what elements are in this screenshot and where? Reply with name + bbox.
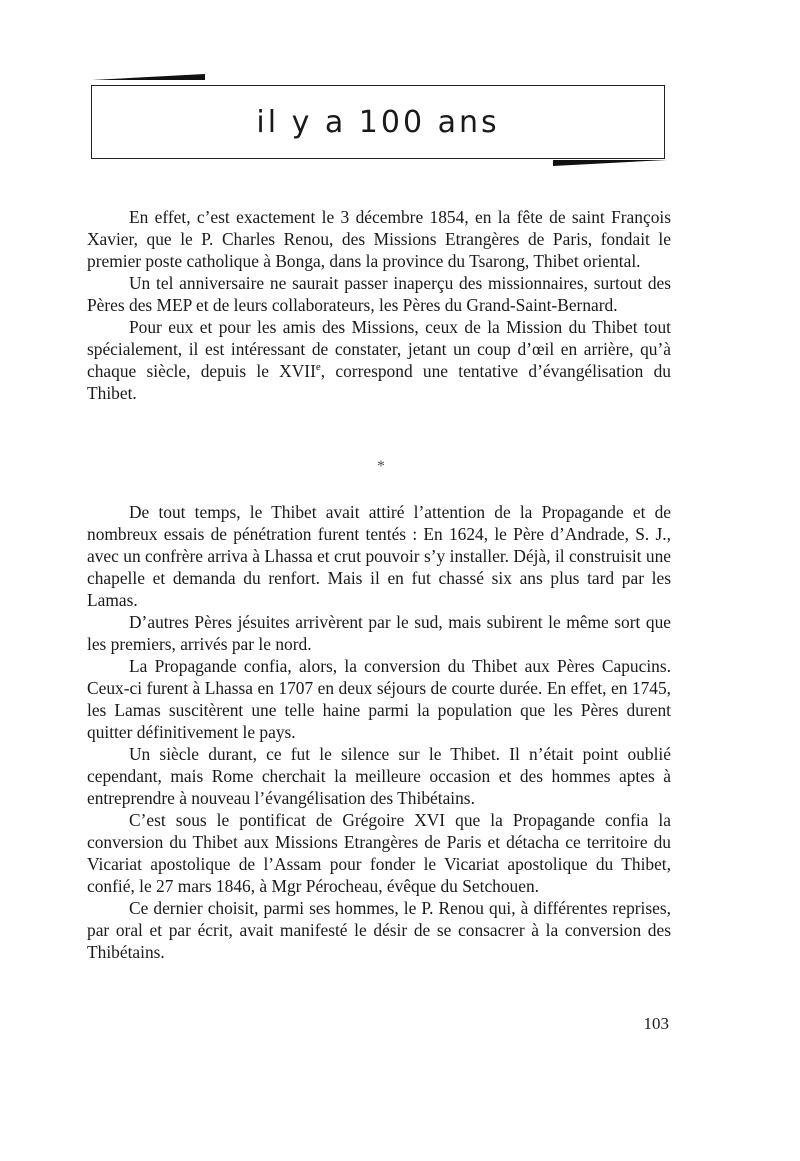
superscript: e	[315, 361, 321, 374]
paragraph-text: Pour eux et pour les amis des Missions, ceux de la Mission du Thibet tout spécialement, il est intéressant de constater, jetant un coup d’œil en arrière, qu’à chaque siècle, depuis le XVII	[87, 317, 671, 381]
history-section	[87, 501, 671, 963]
title-decoration-bottom	[553, 160, 667, 166]
page-number: 103	[643, 1014, 669, 1033]
paragraph: Un siècle durant, ce fut le silence sur le Thibet. Il n’était point oublié cependant, mais Rome cherchait la meilleure occasion et des hommes aptes à entreprendre à nouveau l’évangélisation des Thibétains.	[87, 744, 671, 808]
title-box	[91, 85, 665, 159]
paragraph: La Propagande confia, alors, la conversion du Thibet aux Pères Capucins. Ceux-ci furent à Lhassa en 1707 en deux séjours de courte durée. En effet, en 1745, les Lamas suscitèrent une telle haine parmi la population que les Pères durent quitter définitivement le pays.	[87, 656, 671, 742]
paragraph-text: , correspond une tentative d’évangélisation du Thibet.	[87, 361, 671, 403]
page-title: il y a 100 ans	[256, 104, 500, 140]
paragraph: De tout temps, le Thibet avait attiré l’attention de la Propagande et de nombreux essais de pénétration furent tentés : En 1624, le Père d’Andrade, S. J., avec un confrère arriva à Lhassa et crut pouvoir s’y installer. Déjà, il construisit une chapelle et demanda du renfort. Mais il en fut chassé six ans plus tard par les Lamas.	[87, 502, 671, 610]
intro-section	[87, 206, 671, 404]
paragraph: D’autres Pères jésuites arrivèrent par le sud, mais subirent le même sort que les premiers, arrivés par le nord.	[87, 612, 671, 654]
title-decoration-top	[92, 74, 205, 80]
section-separator: *	[377, 458, 385, 475]
paragraph: C’est sous le pontificat de Grégoire XVI que la Propagande confia la conversion du Thibet aux Missions Etrangères de Paris et détacha ce territoire du Vicariat apostolique de l’Assam pour fonder le Vicariat apostolique du Thibet, confié, le 27 mars 1846, à Mgr Pérocheau, évêque du Setchouen.	[87, 810, 671, 896]
paragraph: Ce dernier choisit, parmi ses hommes, le P. Renou qui, à différentes reprises, par oral et par écrit, avait manifesté le désir de se consacrer à la conversion des Thibétains.	[87, 898, 671, 962]
paragraph: En effet, c’est exactement le 3 décembre 1854, en la fête de saint François Xavier, que le P. Charles Renou, des Missions Etrangères de Paris, fondait le premier poste catholique à Bonga, dans la province du Tsarong, Thibet oriental.	[87, 207, 671, 271]
paragraph	[87, 316, 671, 404]
paragraph: Un tel anniversaire ne saurait passer inaperçu des missionnaires, surtout des Pères des MEP et de leurs collaborateurs, les Pères du Grand-Saint-Bernard.	[87, 273, 671, 315]
